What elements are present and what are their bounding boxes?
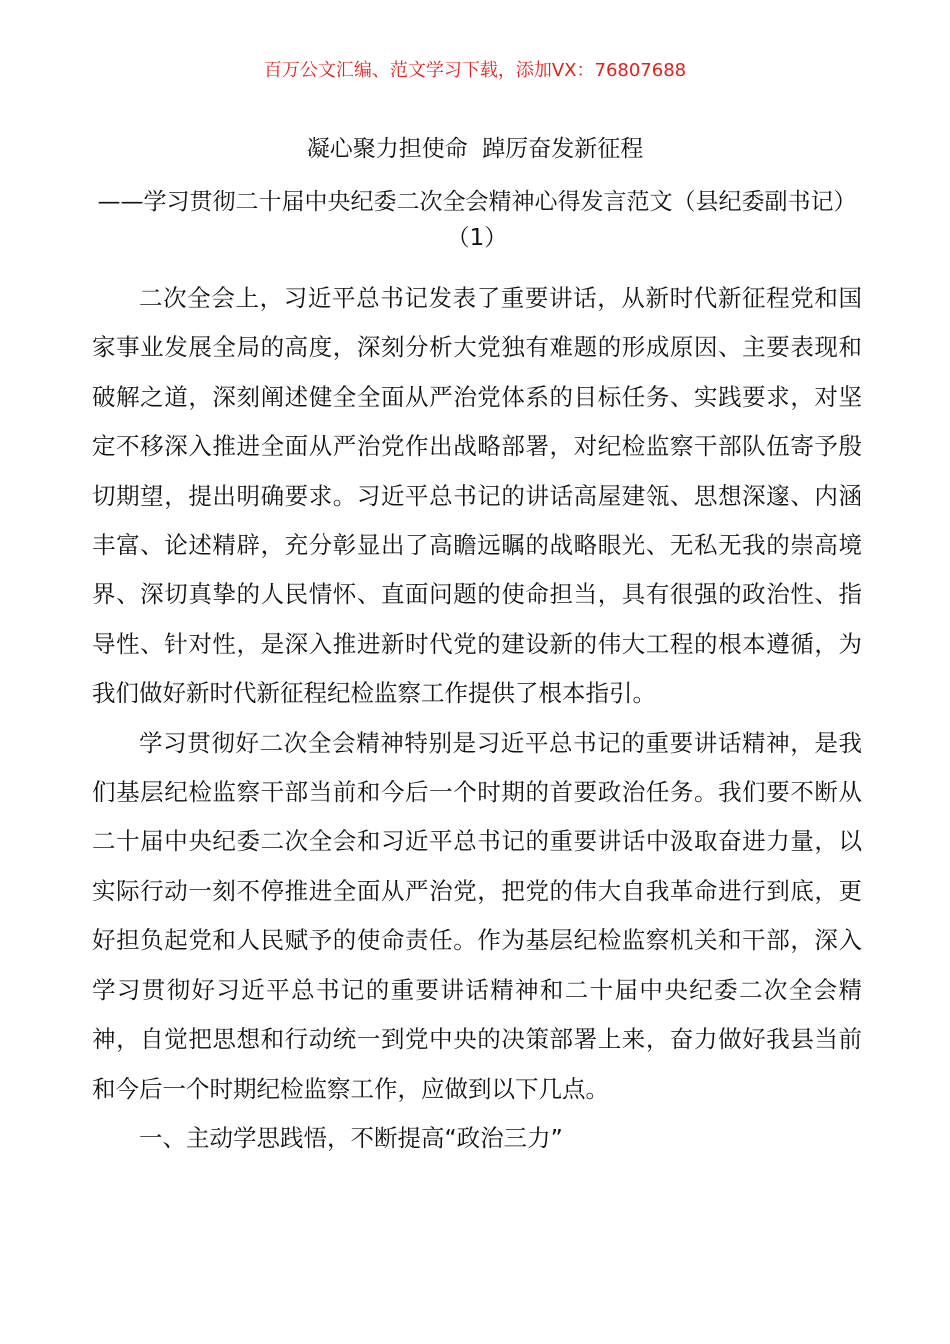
document-body [92, 274, 862, 1163]
body-paragraph: 学习贯彻好二次全会精神特别是习近平总书记的重要讲话精神，是我们基层纪检监察干部当前和今后一个时期的首要政治任务。我们要不断从二十届中央纪委二次全会和习近平总书记的重要讲话中汲取奋进力量，以实际行动一刻不停推进全面从严治党，把党的伟大自我革命进行到底，更好担负起党和人民赋予的使命责任。作为基层纪检监察机关和干部，深入学习贯彻好习近平总书记的重要讲话精神和二十届中央纪委二次全会精神，自觉把思想和行动统一到党中央的决策部署上来，奋力做好我县当前和今后一个时期纪检监察工作，应做到以下几点。 [92, 728, 862, 1103]
watermark-banner: 百万公文汇编、范文学习下载，添加VX：76807688 [263, 60, 687, 81]
body-paragraph: 二次全会上，习近平总书记发表了重要讲话，从新时代新征程党和国家事业发展全局的高度，深刻分析大党独有难题的形成原因、主要表现和破解之道，深刻阐述健全全面从严治党体系的目标任务、实践要求，对坚定不移深入推进全面从严治党作出战略部署，对纪检监察干部队伍寄予殷切期望，提出明确要求。习近平总书记的讲话高屋建瓴、思想深邃、内涵丰富、论述精辟，充分彰显出了高瞻远瞩的战略眼光、无私无我的崇高境界、深切真挚的人民情怀、直面问题的使命担当，具有很强的政治性、指导性、针对性，是深入推进新时代党的建设新的伟大工程的根本遵循，为我们做好新时代新征程纪检监察工作提供了根本指引。 [92, 284, 862, 708]
document-subtitle: ——学习贯彻二十届中央纪委二次全会精神心得发言范文（县纪委副书记）（1） [97, 189, 857, 251]
document-title: 凝心聚力担使命 踔厉奋发新征程 [306, 136, 644, 162]
section-heading: 一、主动学思践悟，不断提高“政治三力” [139, 1123, 563, 1152]
